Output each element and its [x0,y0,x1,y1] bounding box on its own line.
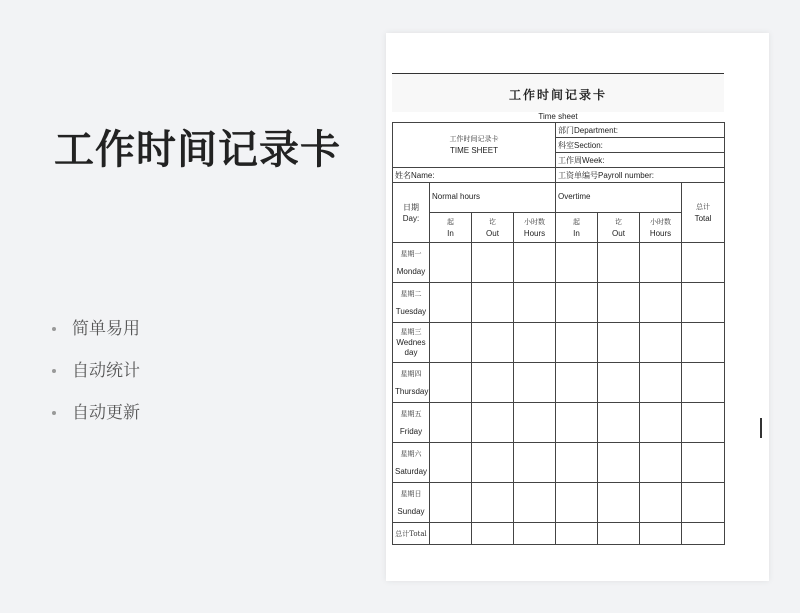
feature-label: 自动统计 [72,361,140,381]
cell[interactable] [598,283,640,323]
cell[interactable] [556,243,598,283]
cell[interactable] [556,523,598,545]
bullet-icon [52,327,56,331]
cell[interactable] [514,243,556,283]
cell[interactable] [682,483,725,523]
table-row [393,363,725,403]
day-cell [393,483,430,523]
table-row [393,403,725,443]
day-en: Friday [399,426,423,436]
total-header [682,183,725,243]
cell[interactable] [556,443,598,483]
cell[interactable] [472,283,514,323]
cell[interactable] [430,323,472,363]
overtime-hours-col-header [640,213,682,243]
cell[interactable] [682,243,725,283]
day-cell [393,363,430,403]
cell[interactable] [682,323,725,363]
feature-item [52,350,140,392]
hours-cn: 小时数 [650,217,671,226]
cell[interactable] [556,403,598,443]
cell[interactable] [682,403,725,443]
cell[interactable] [640,483,682,523]
total-row-label [393,523,430,545]
text-cursor [760,418,762,438]
day-label: 日期Day: [393,183,430,243]
bullet-icon [52,411,56,415]
cell[interactable] [598,443,640,483]
document-preview[interactable] [386,33,769,581]
day-cn: 星期日 [400,489,422,498]
cell[interactable] [430,443,472,483]
cell[interactable] [472,443,514,483]
day-cn: 星期二 [400,289,422,298]
overtime-in-header [556,213,598,243]
cell[interactable] [472,403,514,443]
cell[interactable] [682,523,725,545]
overtime-header: Overtime [556,183,682,213]
in-en: In [573,228,580,238]
cell[interactable] [430,483,472,523]
feature-label: 简单易用 [72,319,140,339]
timesheet-table [392,122,725,545]
cell[interactable] [682,443,725,483]
day-en: Monday [396,266,426,276]
day-cell [393,403,430,443]
header-left-en: TIME SHEET [449,146,498,155]
cell[interactable] [430,243,472,283]
cell[interactable] [598,483,640,523]
table-row [393,243,725,283]
table-row [393,323,725,363]
cell[interactable] [430,403,472,443]
day-cn: 星期六 [400,449,422,458]
overtime-out-header [598,213,640,243]
feature-label: 自动更新 [72,403,140,423]
cell[interactable] [640,363,682,403]
day-cell [393,243,430,283]
cell[interactable] [640,243,682,283]
cell[interactable] [514,483,556,523]
feature-item [52,392,140,434]
out-en: Out [486,228,499,238]
day-cell [393,323,430,363]
section-field[interactable]: 科室Section: [556,138,725,153]
hero-title: 工作时间记录卡 [54,127,341,173]
cell[interactable] [430,523,472,545]
timesheet-document [392,73,724,545]
total-row-text: 总计Total [395,529,427,538]
table-row [393,483,725,523]
cell[interactable] [430,363,472,403]
day-en: Sunday [397,506,425,516]
cell[interactable] [598,523,640,545]
week-field[interactable]: 工作周Week: [556,153,725,168]
out-en: Out [612,228,625,238]
out-cn: 讫 [615,217,622,226]
doc-title: 工作时间记录卡 [508,87,607,102]
cell[interactable] [514,443,556,483]
in-cn: 起 [447,217,454,226]
cell[interactable] [514,283,556,323]
header-left-cn: 工作时间记录卡 [449,135,499,143]
name-field[interactable]: 姓名Name: [393,168,556,183]
cell[interactable] [640,323,682,363]
total-row [393,523,725,545]
cell[interactable] [514,403,556,443]
cell[interactable] [640,523,682,545]
cell[interactable] [682,363,725,403]
table-row [393,443,725,483]
cell[interactable] [472,523,514,545]
hours-cn: 小时数 [524,217,545,226]
cell[interactable] [640,403,682,443]
normal-hours-col-header [514,213,556,243]
header-left-cell [393,123,556,168]
cell[interactable] [430,283,472,323]
day-en: Wednes day [396,338,426,357]
table-row [393,283,725,323]
cell[interactable] [472,323,514,363]
normal-hours-header: Normal hours [430,183,556,213]
feature-list [52,308,140,434]
doc-title-row [392,73,724,112]
day-en: Saturday [395,466,428,476]
day-cn: 星期四 [400,369,422,378]
cell[interactable] [598,403,640,443]
cell[interactable] [472,363,514,403]
normal-in-header [430,213,472,243]
in-cn: 起 [573,217,580,226]
cell[interactable] [514,523,556,545]
cell[interactable] [556,483,598,523]
day-en: Tuesday [395,306,427,316]
payroll-field[interactable]: 工资单编号Payroll number: [556,168,725,183]
total-header-en: Total [694,213,712,223]
cell[interactable] [598,243,640,283]
cell[interactable] [598,323,640,363]
cell[interactable] [514,363,556,403]
cell[interactable] [472,483,514,523]
doc-subtitle: Time sheet [538,112,578,121]
cell[interactable] [556,323,598,363]
total-header-cn: 总计 [696,202,711,211]
cell[interactable] [640,443,682,483]
day-en: Thursday [395,386,429,396]
day-cn: 星期五 [400,409,422,418]
hours-en: Hours [649,228,672,238]
out-cn: 讫 [489,217,496,226]
cell[interactable] [682,283,725,323]
day-cell [393,443,430,483]
cell[interactable] [556,363,598,403]
cell[interactable] [556,283,598,323]
day-cell [393,283,430,323]
cell[interactable] [472,243,514,283]
bullet-icon [52,369,56,373]
cell[interactable] [640,283,682,323]
normal-out-header [472,213,514,243]
hours-en: Hours [523,228,546,238]
in-en: In [447,228,454,238]
department-field[interactable]: 部门Department: [556,123,725,138]
feature-item [52,308,140,350]
cell[interactable] [514,323,556,363]
day-cn: 星期一 [400,249,422,258]
cell[interactable] [598,363,640,403]
day-cn: 星期三 [400,328,422,336]
